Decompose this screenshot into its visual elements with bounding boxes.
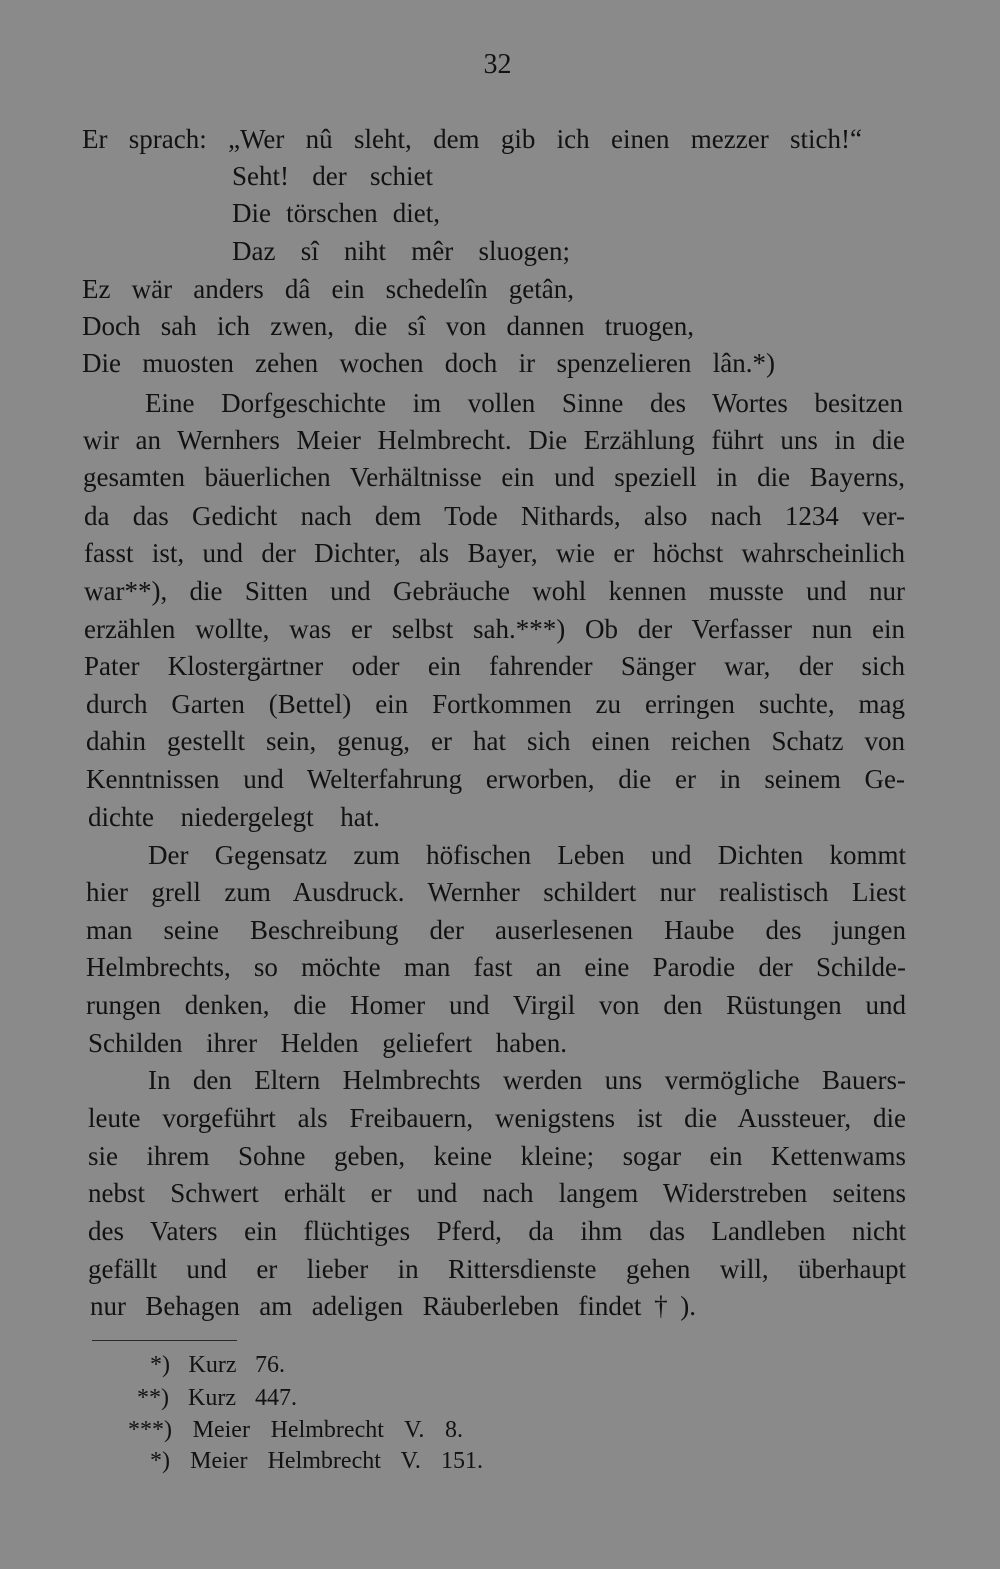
- verse-line: Er sprach: „Wer nû sleht, dem gib ich einen mezzer stich!“: [82, 124, 862, 154]
- paragraph-line: dahin gestellt sein, genug, er hat sich einen reichen Schatz von: [86, 726, 905, 756]
- paragraph-line: gefällt und er lieber in Rittersdienste gehen will, überhaupt: [88, 1254, 906, 1284]
- paragraph-line: rungen denken, die Homer und Virgil von den Rüstungen und: [86, 990, 906, 1020]
- footnote: *) Meier Helmbrecht V. 151.: [150, 1448, 483, 1474]
- paragraph-line: erzählen wollte, was er selbst sah.***) Ob der Verfasser nun ein: [84, 614, 905, 644]
- page-number: 32: [483, 49, 512, 80]
- paragraph-line: dichte niedergelegt hat.: [88, 802, 380, 832]
- paragraph-line: Der Gegensatz zum höfischen Leben und Dichten kommt: [148, 840, 906, 870]
- paragraph-line: Helmbrechts, so möchte man fast an eine Parodie der Schilde-: [86, 952, 906, 982]
- paragraph-line: durch Garten (Bettel) ein Fortkommen zu erringen suchte, mag: [86, 689, 905, 719]
- paragraph-line: Schilden ihrer Helden geliefert haben.: [88, 1028, 567, 1058]
- paragraph-line: Eine Dorfgeschichte im vollen Sinne des Wortes besitzen: [145, 388, 903, 418]
- paragraph-line: In den Eltern Helmbrechts werden uns vermögliche Bauers-: [148, 1065, 906, 1095]
- verse-line: Die muosten zehen wochen doch ir spenzelieren lân.*): [82, 348, 775, 378]
- footnote: **) Kurz 447.: [137, 1385, 297, 1411]
- verse-line: Ez wär anders dâ ein schedelîn getân,: [82, 274, 574, 304]
- paragraph-line: nur Behagen am adeligen Räuberleben findet†).: [90, 1291, 696, 1321]
- verse-line: Doch sah ich zwen, die sî von dannen truogen,: [82, 311, 694, 341]
- paragraph-line: war**), die Sitten und Gebräuche wohl kennen musste und nur: [84, 576, 905, 606]
- verse-line: Seht! der schiet: [232, 161, 433, 191]
- paragraph-line: wir an Wernhers Meier Helmbrecht. Die Erzählung führt uns in die: [83, 425, 905, 455]
- verse-line: Die törschen diet,: [232, 198, 440, 228]
- paragraph-line: des Vaters ein flüchtiges Pferd, da ihm das Landleben nicht: [88, 1216, 906, 1246]
- paragraph-line: hier grell zum Ausdruck. Wernher schildert nur realistisch Liest: [86, 877, 906, 907]
- verse-line: Daz sî niht mêr sluogen;: [232, 236, 570, 266]
- paragraph-line: fasst ist, und der Dichter, als Bayer, wie er höchst wahrscheinlich: [84, 538, 905, 568]
- footnote: *) Kurz 76.: [150, 1352, 285, 1378]
- paragraph-line: man seine Beschreibung der auserlesenen Haube des jungen: [86, 915, 906, 945]
- paragraph-line: leute vorgeführt als Freibauern, wenigstens ist die Aussteuer, die: [88, 1103, 906, 1133]
- paragraph-line: gesamten bäuerlichen Verhältnisse ein und speziell in die Bayerns,: [83, 462, 905, 492]
- paragraph-line: Pater Klostergärtner oder ein fahrender Sänger war, der sich: [84, 651, 905, 681]
- paragraph-line: da das Gedicht nach dem Tode Nithards, also nach 1234 ver-: [84, 501, 905, 531]
- paragraph-line: sie ihrem Sohne geben, keine kleine; sogar ein Kettenwams: [88, 1141, 906, 1171]
- footnote: ***) Meier Helmbrecht V. 8.: [128, 1417, 463, 1443]
- paragraph-line: Kenntnissen und Welterfahrung erworben, die er in seinem Ge-: [86, 764, 905, 794]
- paragraph-line: nebst Schwert erhält er und nach langem Widerstreben seitens: [88, 1178, 906, 1208]
- footnote-divider: [92, 1340, 237, 1341]
